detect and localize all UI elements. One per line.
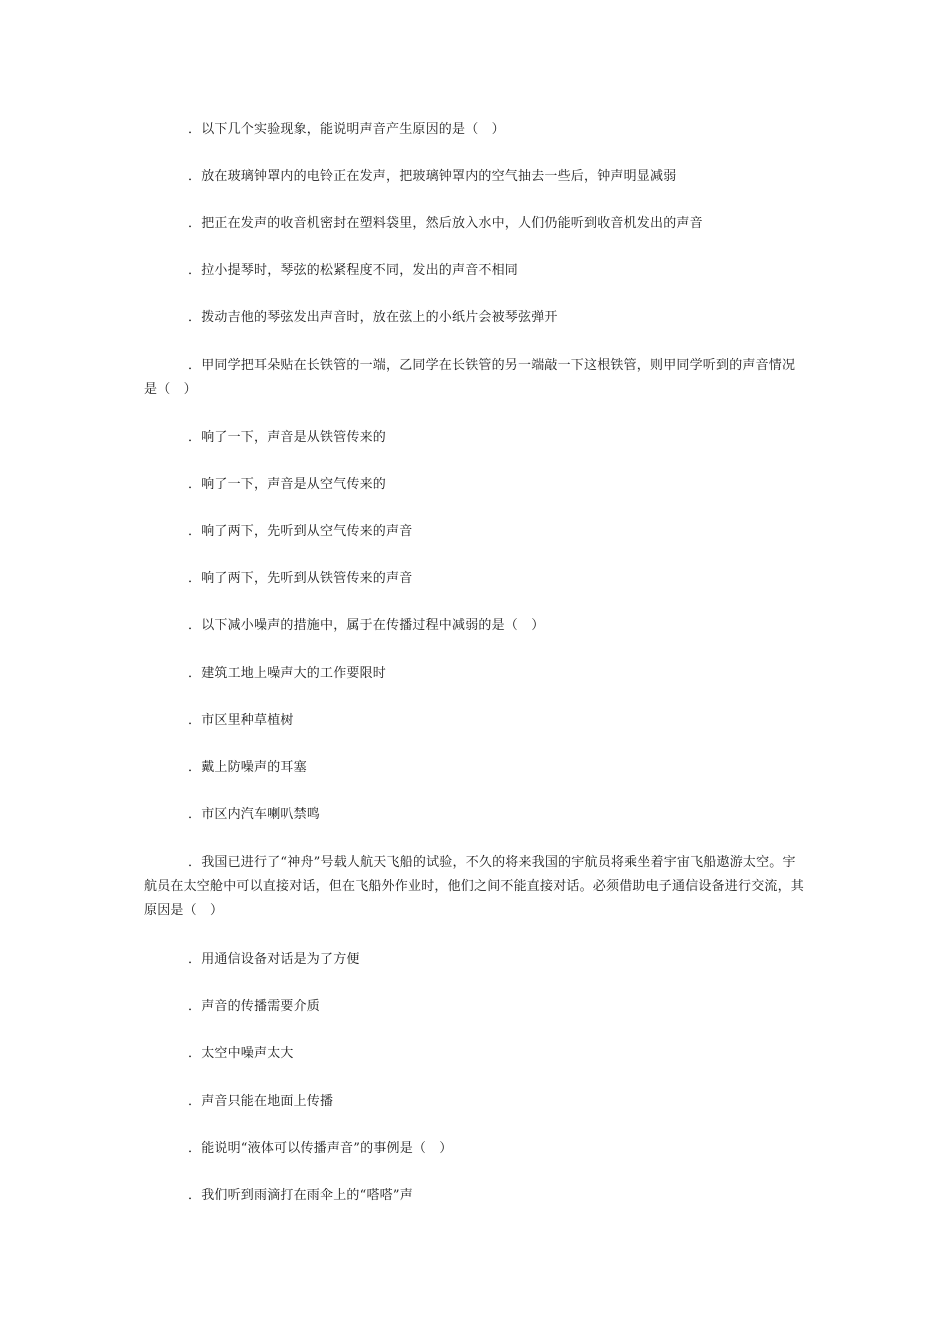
question-1-option-d: ．拨动吉他的琴弦发出声音时，放在弦上的小纸片会被琴弦弹开	[188, 310, 558, 325]
question-4-option-b: ．声音的传播需要介质	[188, 999, 321, 1014]
question-5: ．能说明“液体可以传播声音”的事例是（ ）	[188, 1141, 453, 1156]
question-4-option-c: ．太空中噪声太大	[188, 1046, 294, 1061]
question-3-option-b: ．市区里种草植树	[188, 713, 294, 728]
question-4: ．我国已进行了“神舟”号载人航天飞船的试验，不久的将来我国的宇航员将乘坐着宇宙飞船遨游太空。宇航员在太空舱中可以直接对话，但在飞船外作业时，他们之间不能直接对话。必须借助电子通信设备进行交流，其原因是（ ）	[144, 855, 805, 918]
question-1-option-b: ．把正在发声的收音机密封在塑料袋里，然后放入水中，人们仍能听到收音机发出的声音	[188, 216, 703, 231]
question-2-option-c: ．响了两下，先听到从空气传来的声音	[188, 524, 413, 539]
question-4-option-d: ．声音只能在地面上传播	[188, 1094, 334, 1109]
question-4-option-a: ．用通信设备对话是为了方便	[188, 952, 360, 967]
question-1: ．以下几个实验现象，能说明声音产生原因的是（ ）	[188, 122, 505, 137]
question-1-option-c: ．拉小提琴时，琴弦的松紧程度不同，发出的声音不相同	[188, 263, 519, 278]
question-2-option-a: ．响了一下，声音是从铁管传来的	[188, 430, 387, 445]
question-2: ．甲同学把耳朵贴在长铁管的一端，乙同学在长铁管的另一端敲一下这根铁管，则甲同学听到的声音情况是（ ）	[144, 358, 796, 397]
question-2-option-b: ．响了一下，声音是从空气传来的	[188, 477, 387, 492]
question-5-option-a: ．我们听到雨滴打在雨伞上的“嗒嗒”声	[188, 1188, 413, 1203]
question-3-option-a: ．建筑工地上噪声大的工作要限时	[188, 666, 387, 681]
question-3-option-d: ．市区内汽车喇叭禁鸣	[188, 807, 321, 822]
question-2-option-d: ．响了两下，先听到从铁管传来的声音	[188, 571, 413, 586]
question-3: ．以下减小噪声的措施中，属于在传播过程中减弱的是（ ）	[188, 618, 545, 633]
question-3-option-c: ．戴上防噪声的耳塞	[188, 760, 307, 775]
question-1-option-a: ．放在玻璃钟罩内的电铃正在发声，把玻璃钟罩内的空气抽去一些后，钟声明显减弱	[188, 169, 677, 184]
